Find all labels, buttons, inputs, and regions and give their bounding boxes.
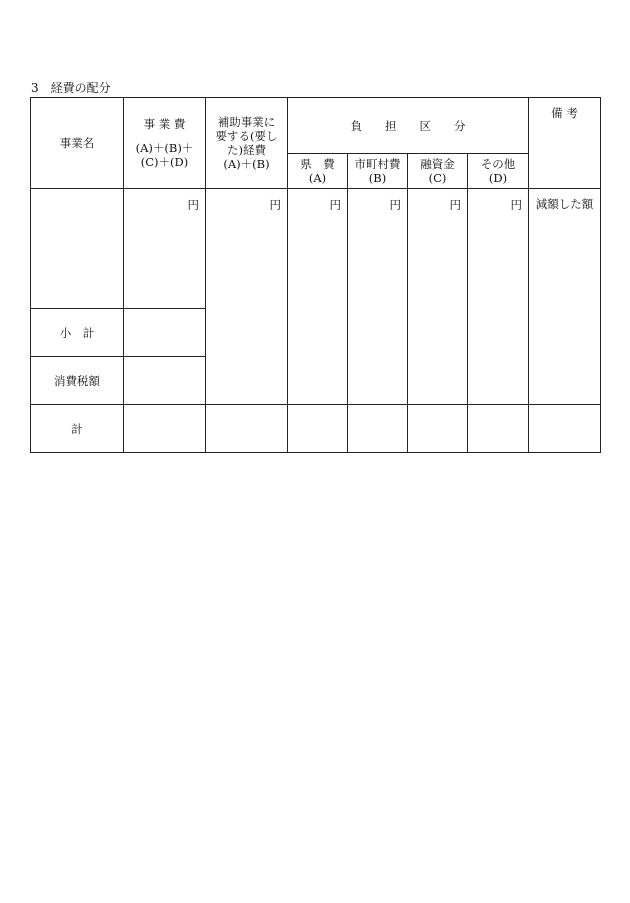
cell-project-name[interactable] [31,189,124,309]
header-municipal-cost: 市町村費 (B) [348,154,408,189]
yen-unit: 円 [269,198,281,212]
cell-total-remarks[interactable] [529,405,601,453]
header-project-cost: 事 業 費 (A)＋(B)＋ (C)＋(D) [124,98,206,189]
cell-municipal-cost[interactable] [348,189,408,405]
header-burden-division: 負 担 区 分 [288,98,529,154]
cell-total-loan[interactable] [408,405,468,453]
cell-remarks[interactable] [529,189,601,405]
cell-subtotal-project-cost[interactable] [124,309,206,357]
cell-other[interactable] [468,189,529,405]
remarks-reduced-amount: 減額した額 [535,197,594,211]
row-label-total: 計 [31,405,124,453]
cell-total-subsidy-cost[interactable] [206,405,288,453]
yen-unit: 円 [389,198,401,212]
yen-unit: 円 [449,198,461,212]
cell-subsidy-cost[interactable] [206,189,288,405]
header-subsidy-cost: 補助事業に 要する(要し た)経費 (A)＋(B) [206,98,288,189]
header-loan: 融資金 (C) [408,154,468,189]
cell-loan[interactable] [408,189,468,405]
header-prefecture-cost: 県 費 (A) [288,154,348,189]
header-project-name: 事業名 [31,98,124,189]
expense-allocation-table [30,97,601,453]
header-other: その他 (D) [468,154,529,189]
cell-total-other[interactable] [468,405,529,453]
yen-unit: 円 [510,198,522,212]
cell-prefecture-cost[interactable] [288,189,348,405]
cell-total-project-cost[interactable] [124,405,206,453]
section-title: 3 経費の配分 [31,81,111,95]
yen-unit: 円 [187,198,199,212]
cell-total-municipal-cost[interactable] [348,405,408,453]
row-label-consumption-tax: 消費税額 [31,357,124,405]
cell-total-prefecture-cost[interactable] [288,405,348,453]
cell-tax-project-cost[interactable] [124,357,206,405]
cell-project-cost[interactable] [124,189,206,309]
header-remarks: 備 考 [529,98,601,189]
row-label-subtotal: 小 計 [31,309,124,357]
yen-unit: 円 [329,198,341,212]
